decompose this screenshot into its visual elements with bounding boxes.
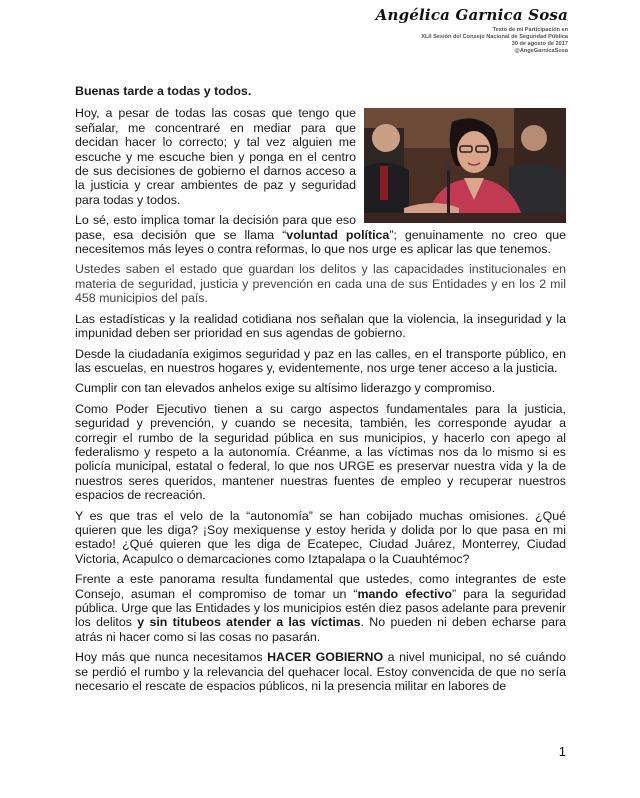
- author-name: Angélica Garnica Sosa: [375, 6, 568, 24]
- paragraph-2-part-c: ”; genuinamente no creo que necesitemos más leyes o contra reformas, lo que nos urge es aplicar las que tenemos.: [75, 227, 567, 257]
- speech-body: [75, 84, 566, 699]
- page-number: 1: [558, 744, 566, 759]
- paragraph-10: [75, 650, 566, 693]
- voluntad-politica-emphasis: voluntad política: [286, 227, 390, 242]
- speaker-photo: [364, 108, 566, 223]
- paragraph-5: Desde la ciudadanía exigimos seguridad y paz en las calles, en el transporte público, en las escuelas, en nuestros hogares y, evidentemente, nos urge tener acceso a la justicia.: [75, 346, 566, 375]
- paragraph-1: Hoy, a pesar de todas las cosas que tengo que señalar, me concentraré en mediar para que decidan hacer lo correcto; y tal vez alguien me escuche y me escuche bien y ponga en el centro de sus decisiones de gobierno el darnos acceso a la justicia y crear ambientes de paz y seguridad para todas y todos.: [75, 106, 356, 207]
- paragraph-9: [75, 572, 566, 644]
- paragraph-7: Como Poder Ejecutivo tienen a su cargo aspectos fundamentales para la justicia, seguridad y prevención, y cuando se necesita, también, les corresponde ayudar a corregir el rumbo de la seguridad pública en sus municipios, y hacerlo con apego al federalismo y respeto a la autonomía. Créanme, a las víctimas nos da lo mismo si es policía municipal, estatal o federal, lo que nos URGE es preservar nuestra vida y la de nuestros seres queridos, mantener nuestras fuentes de empleo y recuperar nuestros espacios de recreación.: [75, 401, 566, 503]
- header-line-handle: @AngeGarnicaSosa: [514, 48, 568, 54]
- document-header: [268, 6, 568, 55]
- mando-efectivo-emphasis: mando efectivo: [357, 586, 452, 601]
- header-line-event: Texto de mi Participación en: [492, 27, 568, 33]
- paragraph-2-part-a: Lo sé, esto implica tomar la decisión para que eso pase, esa decisión que se llama “: [75, 213, 356, 242]
- paragraph-6: Cumplir con tan elevados anhelos exige su altísimo liderazgo y compromiso.: [75, 381, 496, 396]
- paragraph-9-part-e: . No pueden ni deben echarse para atrás ni hacer como si las cosas no pasarán.: [75, 615, 567, 644]
- paragraph-3: Ustedes saben el estado que guardan los delitos y las capacidades institucionales en materia de seguridad, justicia y prevención en cada una de sus Entidades y en los 2 mil 458 municipios del país.: [75, 262, 566, 306]
- paragraph-10-part-a: Hoy más que nunca necesitamos: [75, 650, 268, 665]
- paragraph-9-part-a: Frente a este panorama resulta fundamental que ustedes, como integrantes de este Consejo, asuman el compromiso de tomar un “: [75, 572, 566, 601]
- greeting: Buenas tarde a todas y todos.: [75, 84, 252, 98]
- header-line-session: XLII Sesión del Consejo Nacional de Seguridad Pública: [421, 34, 568, 40]
- paragraph-9-part-c: ” para la seguridad pública. Urge que las Entidades y los municipios estén diez pasos adelante para prevenir los delitos: [75, 586, 566, 630]
- paragraph-8: Y es que tras el velo de la “autonomía” se han cobijado muchas omisiones. ¿Qué quieren que les diga? ¡Soy mexiquense y estoy herida y dolida por lo que pasa en mi estado! ¿Qué quieren que les diga de Ecatepec, Ciudad Juárez, Monterrey, Ciudad Victoria, Acapulco o demarcaciones como Iztapalapa o la Cuauhtémoc?: [75, 508, 566, 566]
- paragraph-10-part-c: a nivel municipal, no sé cuándo se perdió el rumbo y la relevancia del quehacer local. Estoy convencida de que no sería necesario el rescate de espacios públicos, ni la presencia militar en labores de: [75, 650, 566, 694]
- hacer-gobierno-emphasis: HACER GOBIERNO: [267, 650, 384, 665]
- atender-victimas-emphasis: y sin titubeos atender a las víctimas: [137, 615, 361, 630]
- paragraph-4: Las estadísticas y la realidad cotidiana nos señalan que la violencia, la inseguridad y la impunidad deben ser prioridad en sus agendas de gobierno.: [75, 311, 566, 341]
- header-line-date: 30 de agosto de 2017: [511, 41, 568, 47]
